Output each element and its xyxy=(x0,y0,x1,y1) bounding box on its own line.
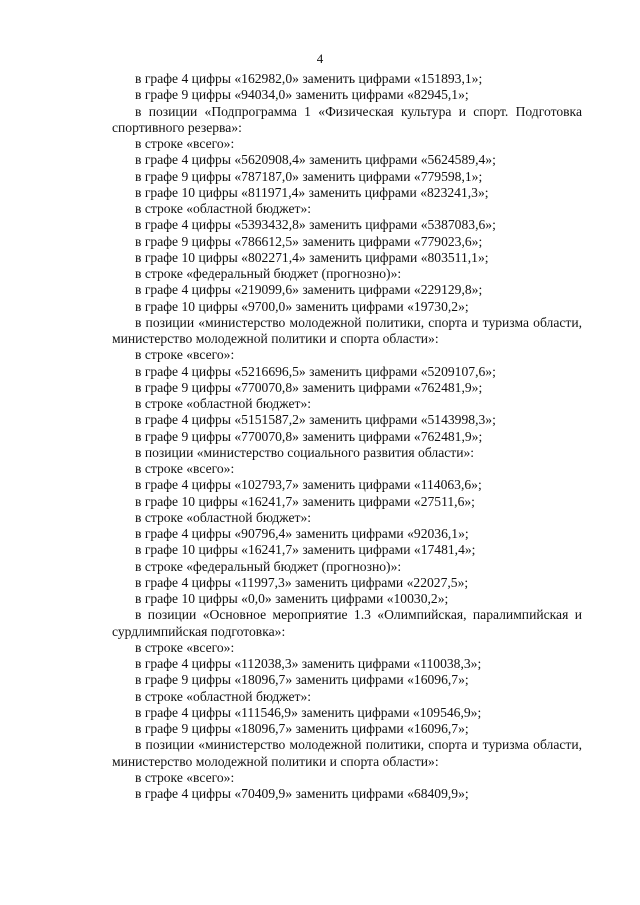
text-line: в графе 10 цифры «16241,7» заменить цифрами «27511,6»; xyxy=(135,493,475,509)
text-line: в графе 9 цифры «770070,8» заменить цифрами «762481,9»; xyxy=(135,428,483,444)
text-line: в строке «федеральный бюджет (прогнозно)»: xyxy=(135,266,402,281)
text-line: в строке «всего»: xyxy=(135,639,235,655)
text-line: в графе 9 цифры «18096,7» заменить цифрами «16096,7»; xyxy=(135,672,469,688)
text-line: в графе 4 цифры «70409,9» заменить цифрами «68409,9»; xyxy=(135,786,469,801)
text-line: в графе 4 цифры «5393432,8» заменить цифрами «5387083,6»; xyxy=(135,217,496,233)
text-line: в графе 4 цифры «111546,9» заменить цифрами «109546,9»; xyxy=(135,704,482,720)
page-number: 4 xyxy=(316,51,324,66)
text-line: в строке «областной бюджет»: xyxy=(135,688,312,704)
text-line: в строке «всего»: xyxy=(135,769,235,785)
text-line: в строке «всего»: xyxy=(135,347,235,363)
text-line: в позиции «министерство социального развития области»: xyxy=(135,444,475,460)
text-line: в графе 9 цифры «770070,8» заменить цифрами «762481,9»; xyxy=(135,379,483,395)
text-line: в графе 4 цифры «162982,0» заменить цифрами «151893,1»; xyxy=(135,71,483,86)
text-line: в графе 4 цифры «90796,4» заменить цифрами «92036,1»; xyxy=(135,526,469,541)
text-line: в строке «всего»: xyxy=(135,136,235,151)
text-line: в строке «всего»: xyxy=(135,461,235,476)
text-paragraph: в позиции «Подпрограмма 1 «Физическая культура и спорт. Подготовка спортивного резерва»: xyxy=(112,103,582,135)
text-line: в графе 10 цифры «0,0» заменить цифрами «10030,2»; xyxy=(135,591,449,606)
text-line: в графе 10 цифры «811971,4» заменить цифрами «823241,3»; xyxy=(135,184,489,200)
text-line: в графе 9 цифры «18096,7» заменить цифрами «16096,7»; xyxy=(135,721,469,736)
text-paragraph: в позиции «Основное мероприятие 1.3 «Олимпийская, паралимпийская и сурдлимпийская подготовка»: xyxy=(112,607,582,639)
text-line: в графе 4 цифры «102793,7» заменить цифрами «114063,6»; xyxy=(135,477,482,493)
text-line: в строке «областной бюджет»: xyxy=(135,396,312,411)
document-body xyxy=(112,71,582,802)
text-line: в графе 9 цифры «787187,0» заменить цифрами «779598,1»; xyxy=(135,168,483,184)
text-line: в графе 4 цифры «112038,3» заменить цифрами «110038,3»; xyxy=(135,656,482,671)
text-line: в графе 4 цифры «5151587,2» заменить цифрами «5143998,3»; xyxy=(135,412,496,428)
text-line: в графе 9 цифры «786612,5» заменить цифрами «779023,6»; xyxy=(135,233,483,249)
text-paragraph: в позиции «министерство молодежной политики, спорта и туризма области, министерство молодежной политики и спорта области»: xyxy=(112,737,582,769)
text-paragraph: в позиции «министерство молодежной политики, спорта и туризма области, министерство молодежной политики и спорта области»: xyxy=(112,314,582,346)
text-line: в графе 4 цифры «219099,6» заменить цифрами «229129,8»; xyxy=(135,282,483,298)
text-line: в строке «федеральный бюджет (прогнозно)»: xyxy=(135,558,402,574)
text-line: в графе 4 цифры «11997,3» заменить цифрами «22027,5»; xyxy=(135,574,469,590)
text-line: в графе 9 цифры «94034,0» заменить цифрами «82945,1»; xyxy=(135,87,469,103)
text-line: в графе 10 цифры «9700,0» заменить цифрами «19730,2»; xyxy=(135,298,469,314)
text-line: в графе 10 цифры «16241,7» заменить цифрами «17481,4»; xyxy=(135,542,476,558)
text-line: в графе 4 цифры «5620908,4» заменить цифрами «5624589,4»; xyxy=(135,152,496,168)
text-line: в графе 4 цифры «5216696,5» заменить цифрами «5209107,6»; xyxy=(135,363,496,379)
text-line: в строке «областной бюджет»: xyxy=(135,201,312,216)
text-line: в строке «областной бюджет»: xyxy=(135,509,312,525)
text-line: в графе 10 цифры «802271,4» заменить цифрами «803511,1»; xyxy=(135,249,489,265)
